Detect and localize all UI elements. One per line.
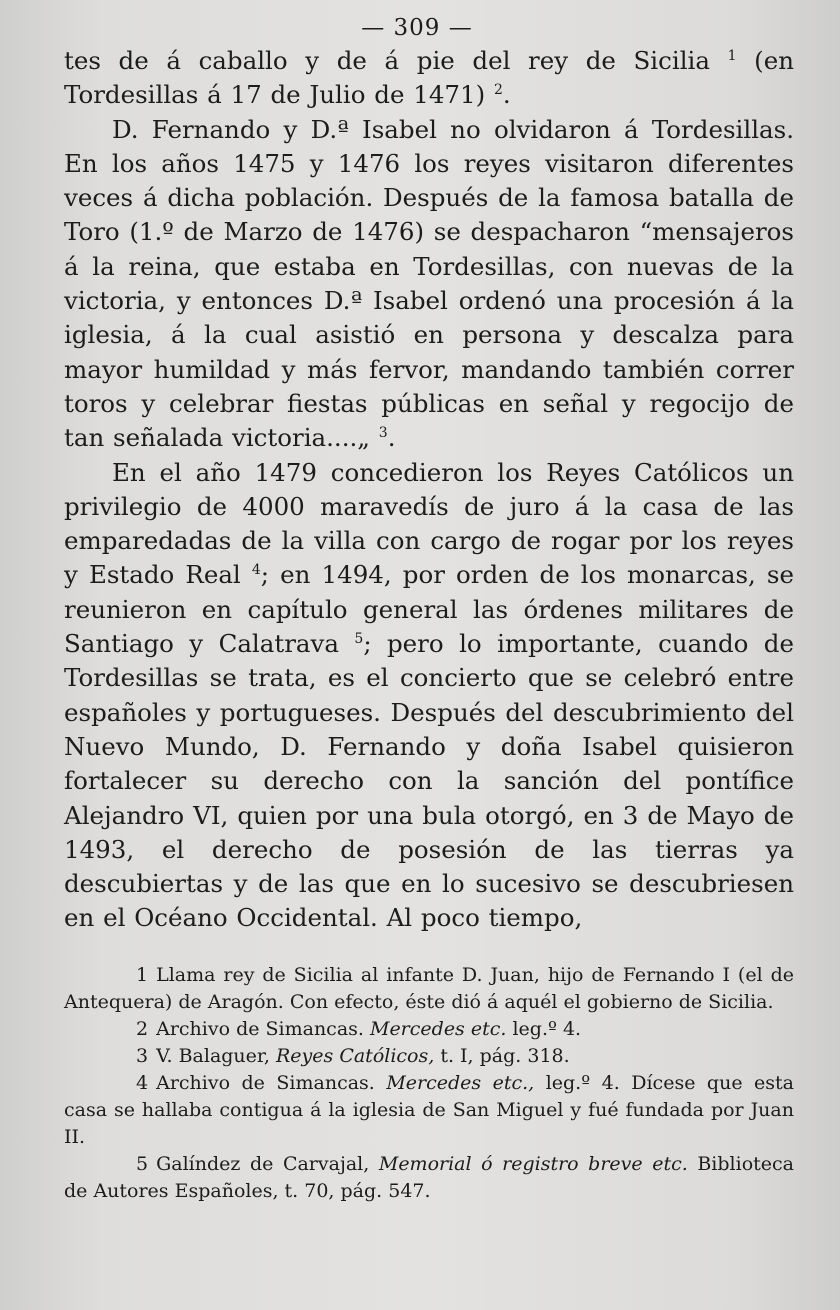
text-run: . <box>502 80 511 110</box>
footnote-number: 5 <box>136 1152 149 1175</box>
italic-text: Mercedes etc. <box>369 1017 507 1040</box>
footnote-ref: 3 <box>378 425 388 442</box>
footnote-ref: 1 <box>727 47 737 64</box>
footnote-number: 4 <box>136 1071 149 1094</box>
footnote <box>64 1070 794 1151</box>
text-run: D. Fernando y D.ª Isabel no olvidaron á Tordesillas. En los años 1475 y 1476 los reyes visitaron diferentes veces á dicha población. Después de la famosa batalla de Toro (1.º de Marzo de 1476) se despacharon “mensajeros á la reina, que estaba en Tordesillas, con nuevas de la victoria, y entonces D.ª Isabel ordenó una procesión á la iglesia, á la cual asistió en persona y descalza para mayor humildad y más fervor, mandando también correr toros y celebrar fiestas públicas en señal y regocijo de tan señalada victoria....„ <box>64 114 794 453</box>
paragraph <box>64 456 794 936</box>
paragraph <box>64 113 794 456</box>
footnote-number: 2 <box>136 1017 149 1040</box>
italic-text: Reyes Católicos, <box>276 1044 435 1067</box>
text-run: Llama rey de Sicilia al infante D. Juan, hijo de Fernando I (el de Antequera) de Aragón. Con efecto, éste dió á aquél el gobierno de Sicilia. <box>64 963 794 1013</box>
paragraph <box>64 44 794 113</box>
text-run: ; en 1494, por orden de los monarcas, se reunieron en capítulo general las órdenes militares de Santiago y Calatrava <box>64 560 794 659</box>
text-run: leg.º 4. <box>506 1017 582 1040</box>
footnote <box>64 1151 794 1205</box>
text-run: En el año 1479 concedieron los Reyes Católicos un privilegio de 4000 maravedís de juro á la casa de las emparedadas de la villa con cargo de rogar por los reyes y Estado Real <box>64 457 794 590</box>
footnote-number: 3 <box>136 1044 149 1067</box>
main-text <box>64 44 794 936</box>
text-run: Biblioteca de Autores Españoles, t. 70, pág. 547. <box>64 1152 794 1202</box>
text-run: tes de á caballo y de á pie del rey de Sicilia <box>64 46 728 75</box>
text-run: t. I, pág. 318. <box>434 1044 570 1067</box>
footnote-ref: 4 <box>251 562 261 579</box>
text-run: Archivo de Simancas. <box>156 1017 370 1040</box>
page-number: — 309 — <box>361 15 473 41</box>
footnote-number: 1 <box>136 963 149 986</box>
italic-text: Memorial ó registro breve etc. <box>378 1152 688 1175</box>
text-run: Archivo de Simancas. <box>156 1071 387 1094</box>
text-run: ; pero lo importante, cuando de Tordesillas se trata, es el concierto que se celebró entre españoles y portugueses. Después del descubrimiento del Nuevo Mundo, D. Fernando y doña Isabel quisieron fortalecer su derecho con la sanción del pontífice Alejandro VI, quien por una bula otorgó, en 3 de Mayo de 1493, el derecho de posesión de las tierras ya descubiertas y de las que en lo sucesivo se descubriesen en el Océano Occidental. Al poco tiempo, <box>64 629 794 933</box>
text-run: V. Balaguer, <box>156 1044 276 1067</box>
footnote <box>64 962 794 1016</box>
text-run: . <box>387 423 396 453</box>
footnote-ref: 2 <box>493 82 503 99</box>
italic-text: Mercedes etc., <box>386 1071 535 1094</box>
text-run: Galíndez de Carvajal, <box>156 1152 379 1175</box>
footnote-ref: 5 <box>354 630 364 647</box>
text-run: (en Tordesillas á 17 de Julio de 1471) <box>64 46 794 110</box>
text-run: leg.º 4. Dícese que esta casa se hallaba contigua á la iglesia de San Miguel y fué fundada por Juan II. <box>64 1071 794 1148</box>
footnotes <box>64 962 794 1205</box>
footnote <box>64 1016 794 1043</box>
footnote <box>64 1043 794 1070</box>
